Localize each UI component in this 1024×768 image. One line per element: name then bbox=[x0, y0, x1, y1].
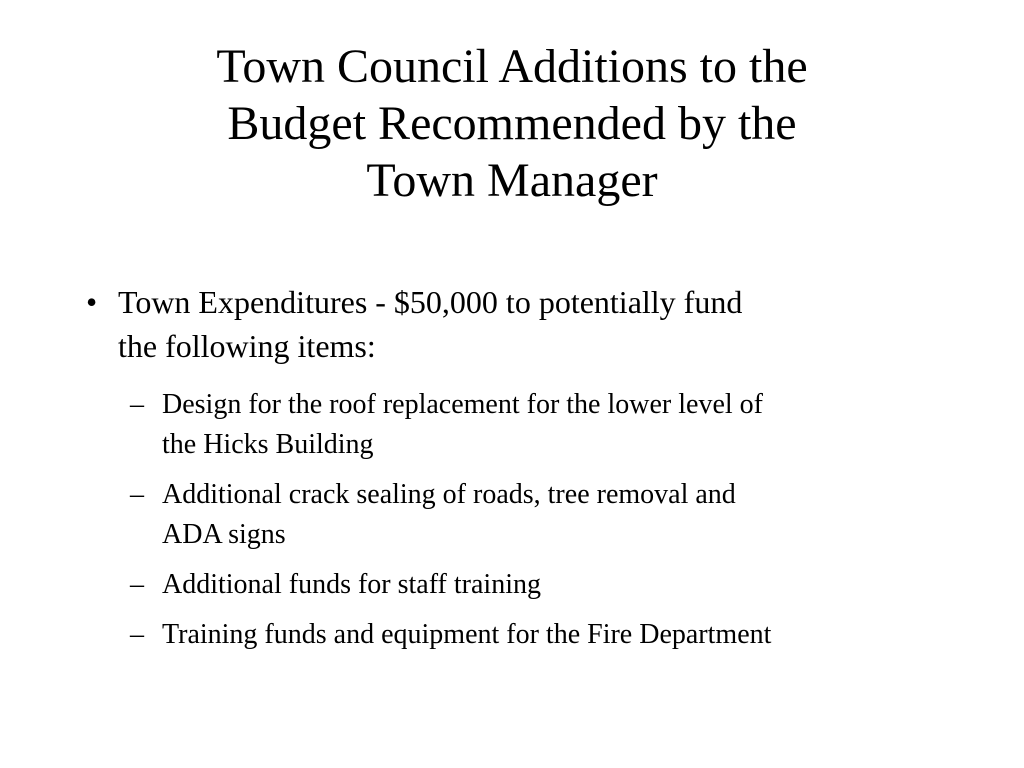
slide-title-line: Town Council Additions to the bbox=[216, 40, 808, 93]
bullet-text bbox=[118, 280, 918, 368]
slide-title-line: Budget Recommended by the bbox=[227, 97, 797, 150]
sub-bullet-marker: – bbox=[130, 389, 144, 420]
sub-bullet-marker: – bbox=[130, 619, 144, 650]
slide-title-line: Town Manager bbox=[366, 154, 658, 207]
bullet-text-line: Town Expenditures - $50,000 to potentially fund bbox=[118, 284, 743, 320]
sub-bullet-text-line: Additional crack sealing of roads, tree removal and bbox=[162, 479, 736, 510]
sub-bullet-text bbox=[162, 475, 942, 555]
slide-title bbox=[90, 38, 934, 209]
bullet-marker: • bbox=[86, 284, 98, 320]
sub-bullet-marker: – bbox=[130, 569, 144, 600]
sub-bullet-text-line: Additional funds for staff training bbox=[162, 569, 541, 600]
sub-bullet-text bbox=[162, 385, 942, 465]
sub-bullet-text bbox=[162, 565, 942, 605]
sub-bullet-marker: – bbox=[130, 479, 144, 510]
sub-bullet-text-line: Training funds and equipment for the Fire Department bbox=[162, 619, 772, 650]
sub-bullet-text bbox=[162, 615, 942, 655]
sub-bullet-text-line: ADA signs bbox=[162, 519, 286, 550]
sub-bullet-text-line: the Hicks Building bbox=[162, 429, 374, 460]
bullet-text-line: the following items: bbox=[118, 328, 376, 364]
sub-bullet-text-line: Design for the roof replacement for the lower level of bbox=[162, 389, 763, 420]
